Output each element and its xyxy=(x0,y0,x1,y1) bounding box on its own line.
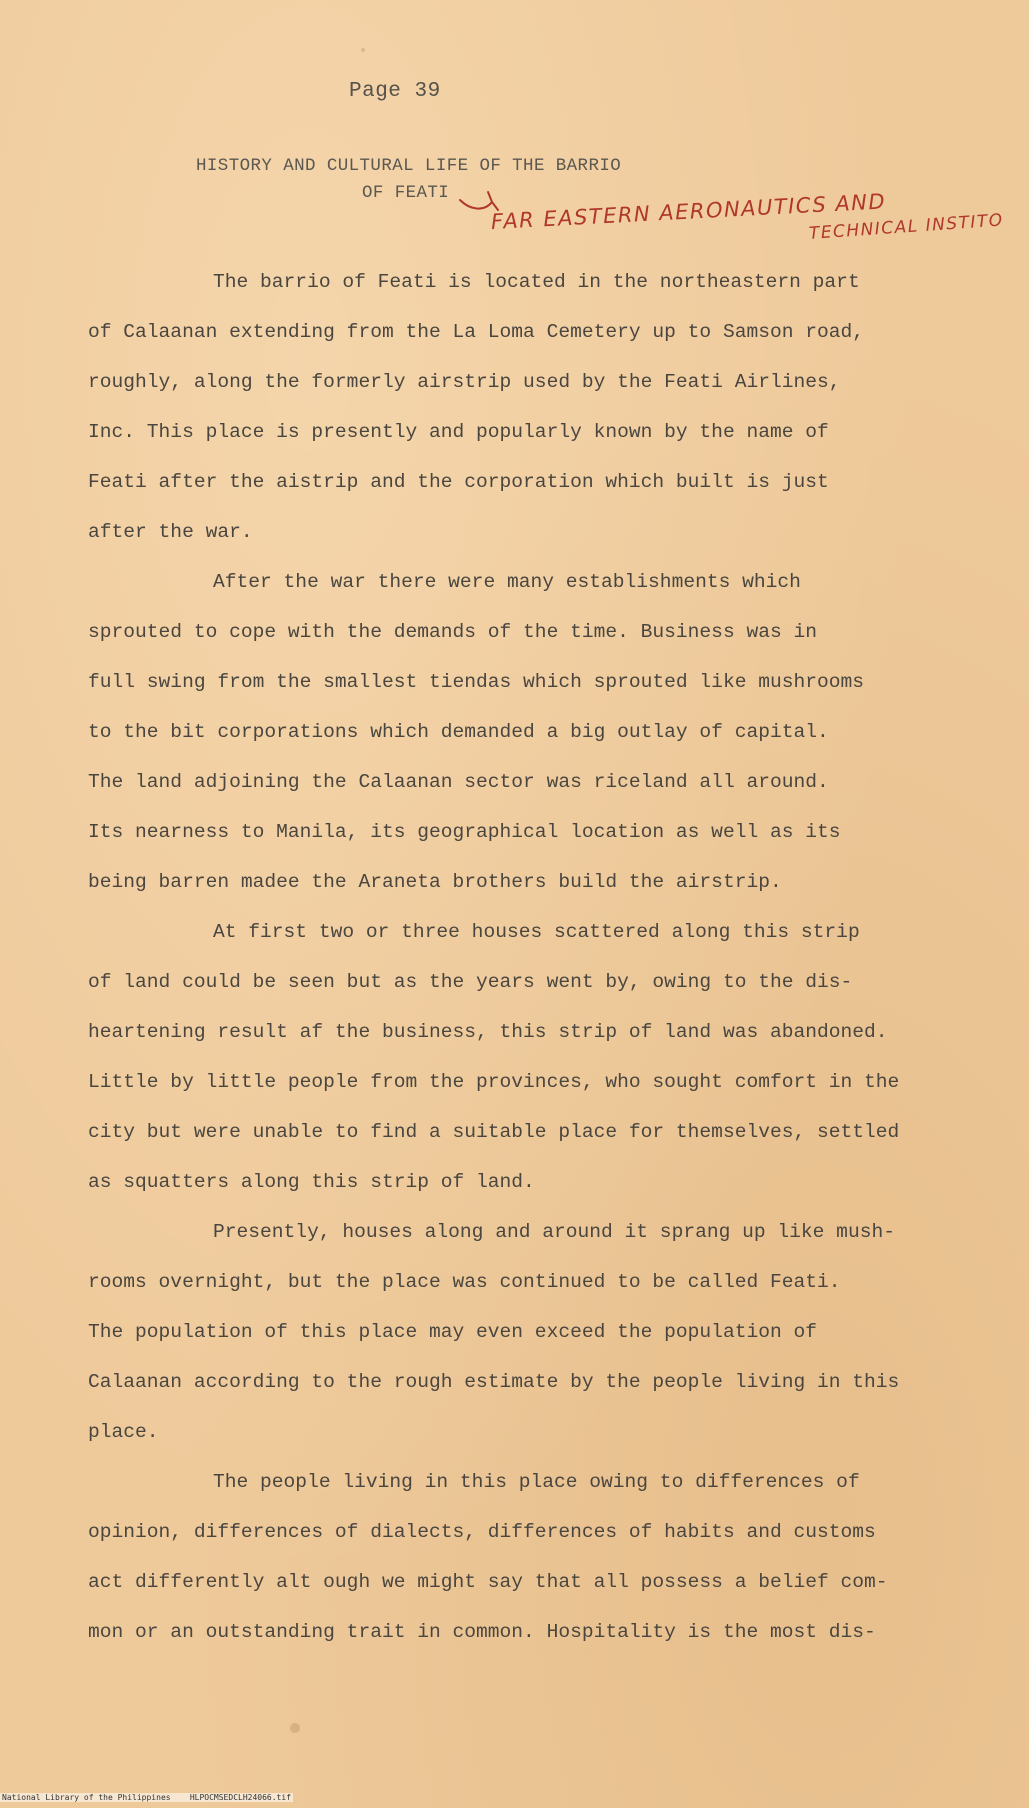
text-line: roughly, along the formerly airstrip used by the Feati Airlines, xyxy=(88,371,841,393)
text-line: At first two or three houses scattered along this strip xyxy=(213,921,860,943)
text-line: of land could be seen but as the years went by, owing to the dis- xyxy=(88,971,853,993)
text-line: The people living in this place owing to differences of xyxy=(213,1471,860,1493)
text-line: after the war. xyxy=(88,521,253,543)
text-line: Inc. This place is presently and popularly known by the name of xyxy=(88,421,829,443)
text-line: heartening result af the business, this strip of land was abandoned. xyxy=(88,1021,888,1043)
text-line: being barren madee the Araneta brothers build the airstrip. xyxy=(88,871,782,893)
handwritten-annotation-line-1: FAR EASTERN AERONAUTICS AND xyxy=(490,189,887,234)
text-line: The population of this place may even exceed the population of xyxy=(88,1321,818,1343)
text-line: opinion, differences of dialects, differences of habits and customs xyxy=(88,1521,876,1543)
paper-stain xyxy=(361,48,365,52)
text-line: act differently alt ough we might say that all possess a belief com- xyxy=(88,1571,888,1593)
text-line: Its nearness to Manila, its geographical location as well as its xyxy=(88,821,841,843)
text-line: Feati after the aistrip and the corporation which built is just xyxy=(88,471,829,493)
archive-footer: National Library of the Philippines HLPOCMSEDCLH24066.tif xyxy=(2,1793,291,1802)
text-line: city but were unable to find a suitable place for themselves, settled xyxy=(88,1121,900,1143)
text-line: as squatters along this strip of land. xyxy=(88,1171,535,1193)
body-text xyxy=(88,257,993,1657)
paper-stain xyxy=(290,1723,300,1733)
document-title-line-1: HISTORY AND CULTURAL LIFE OF THE BARRIO xyxy=(196,156,622,176)
handwritten-annotation-line-2: TECHNICAL INSTITO xyxy=(808,210,1005,244)
document-title-line-2: OF FEATI xyxy=(362,183,450,203)
text-line: The land adjoining the Calaanan sector was riceland all around. xyxy=(88,771,829,793)
text-line: sprouted to cope with the demands of the time. Business was in xyxy=(88,621,818,643)
page-number: Page 39 xyxy=(349,80,441,103)
text-line: place. xyxy=(88,1421,159,1443)
text-line: Presently, houses along and around it sprang up like mush- xyxy=(213,1221,895,1243)
text-line: Little by little people from the provinces, who sought comfort in the xyxy=(88,1071,900,1093)
text-line: full swing from the smallest tiendas which sprouted like mushrooms xyxy=(88,671,865,693)
text-line: The barrio of Feati is located in the northeastern part xyxy=(213,271,860,293)
text-line: of Calaanan extending from the La Loma Cemetery up to Samson road, xyxy=(88,321,865,343)
text-line: After the war there were many establishments which xyxy=(213,571,801,593)
text-line: rooms overnight, but the place was continued to be called Feati. xyxy=(88,1271,841,1293)
text-line: Calaanan according to the rough estimate by the people living in this xyxy=(88,1371,900,1393)
text-line: mon or an outstanding trait in common. Hospitality is the most dis- xyxy=(88,1621,876,1643)
text-line: to the bit corporations which demanded a big outlay of capital. xyxy=(88,721,829,743)
